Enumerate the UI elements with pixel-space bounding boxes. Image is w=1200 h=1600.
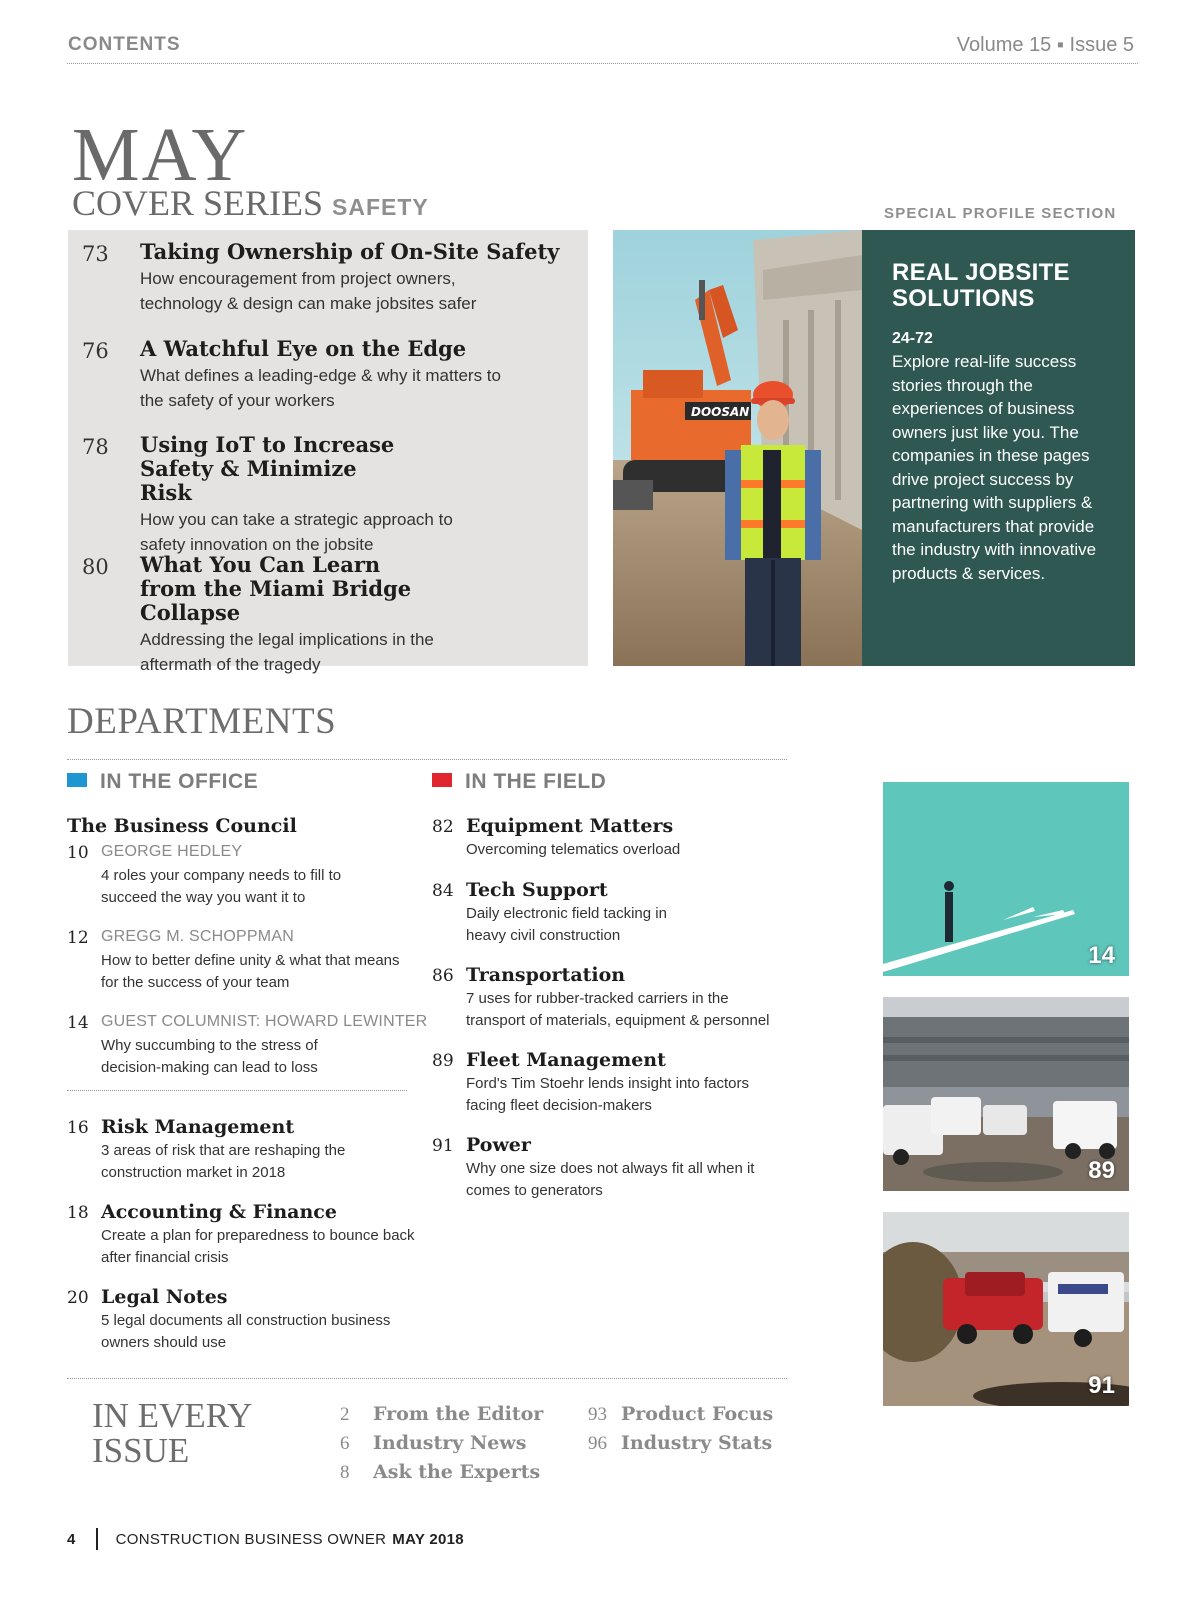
thumbnail-fleet[interactable] (883, 997, 1129, 1191)
footer-publication: CONSTRUCTION BUSINESS OWNER (115, 1531, 387, 1548)
entry-desc: Create a plan for preparedness to bounce back after financial crisis (101, 1227, 415, 1266)
cover-topic: SAFETY (332, 194, 429, 220)
item-label: Industry Stats (621, 1432, 773, 1454)
blue-square-icon (67, 773, 87, 787)
entry-title: Tech Support (466, 879, 608, 901)
entry-title: Accounting & Finance (101, 1201, 337, 1223)
entry-page: 12 (67, 928, 89, 948)
entry-title: Fleet Management (466, 1049, 666, 1071)
entry-page: 14 (67, 1013, 89, 1033)
section-label: CONTENTS (68, 34, 181, 55)
item-label: From the Editor (373, 1403, 544, 1425)
entry-author: GUEST COLUMNIST: HOWARD LEWINTER (101, 1013, 428, 1030)
cover-item-page: 76 (82, 339, 109, 363)
thumbnail-page: 91 (1088, 1372, 1115, 1399)
entry-desc: Ford's Tim Stoehr lends insight into factors facing fleet decision-makers (466, 1075, 749, 1114)
cover-item-page: 78 (82, 435, 109, 459)
item-page: 6 (340, 1433, 350, 1454)
item-page: 8 (340, 1462, 350, 1483)
excavator-brand: DOOSAN (691, 405, 750, 419)
footer-date: MAY 2018 (392, 1531, 464, 1548)
office-divider (67, 1090, 407, 1091)
entry-page: 16 (67, 1118, 89, 1138)
cover-item[interactable] (82, 337, 578, 413)
cover-item-title: A Watchful Eye on the Edge (140, 336, 467, 361)
profile-page-range: 24-72 (892, 330, 933, 347)
entry-title: Risk Management (101, 1116, 295, 1138)
entry-desc: 7 uses for rubber-tracked carriers in the transport of materials, equipment & personnel (466, 990, 770, 1029)
profile-description: Explore real-life success stories through the experiences of business owners just like you. The companies in these pages drive project success by partnering with suppliers & manufacturers that provide the industry with innovative products & services. (892, 352, 1097, 583)
cover-item[interactable] (82, 432, 453, 557)
entry-author: GREGG M. SCHOPPMAN (101, 928, 294, 945)
entry-page: 89 (432, 1051, 454, 1071)
cover-item-title: What You Can Learn from the Miami Bridge Collapse (140, 552, 412, 625)
item-page: 96 (588, 1433, 607, 1454)
cover-item-desc: Addressing the legal implications in the aftermath of the tragedy (140, 630, 434, 674)
cover-item-desc: What defines a leading-edge & why it matters to the safety of your workers (140, 366, 501, 410)
item-page: 2 (340, 1404, 350, 1425)
entry-page: 10 (67, 843, 89, 863)
in-the-field-heading: IN THE FIELD (432, 770, 606, 794)
cover-item[interactable] (82, 552, 434, 677)
thumbnail-page: 14 (1088, 942, 1115, 969)
entry-title: Equipment Matters (466, 815, 674, 837)
departments-title: DEPARTMENTS (67, 701, 337, 742)
footer-separator (96, 1528, 98, 1550)
entry-author: GEORGE HEDLEY (101, 843, 243, 860)
departments-divider (67, 759, 787, 760)
entry-desc: Why one size does not always fit all when it comes to generators (466, 1160, 755, 1199)
entry-page: 18 (67, 1203, 89, 1223)
entry-desc: Why succumbing to the stress of decision-making can lead to loss (101, 1037, 318, 1076)
every-issue-divider (67, 1378, 787, 1379)
entry-page: 82 (432, 817, 454, 837)
item-label: Industry News (373, 1432, 527, 1454)
page-footer (67, 1528, 464, 1550)
cover-series-title (72, 182, 429, 224)
special-profile-label: SPECIAL PROFILE SECTION (884, 205, 1117, 222)
cover-item-page: 80 (82, 555, 109, 579)
business-council-title: The Business Council (67, 815, 297, 837)
item-label: Ask the Experts (373, 1461, 541, 1483)
entry-desc: How to better define unity & what that means for the success of your team (101, 952, 400, 991)
profile-title: REAL JOBSITE SOLUTIONS (892, 259, 1070, 312)
cover-photo (613, 230, 862, 666)
entry-title: Power (466, 1134, 531, 1156)
month-title: MAY (72, 113, 249, 197)
entry-desc: 3 areas of risk that are reshaping the construction market in 2018 (101, 1142, 346, 1181)
cover-item[interactable] (82, 240, 578, 316)
entry-title: Transportation (466, 964, 626, 986)
special-profile-box[interactable] (862, 230, 1135, 666)
item-page: 93 (588, 1404, 607, 1425)
red-square-icon (432, 773, 452, 787)
in-the-office-heading: IN THE OFFICE (67, 770, 258, 794)
cover-item-desc: How you can take a strategic approach to safety innovation on the jobsite (140, 510, 453, 554)
entry-desc: 5 legal documents all construction business owners should use (101, 1312, 391, 1351)
cover-item-desc: How encouragement from project owners, technology & design can make jobsites safer (140, 269, 477, 313)
header-divider (67, 63, 1138, 64)
cover-item-page: 73 (82, 242, 109, 266)
volume-issue: Volume 15 ▪ Issue 5 (956, 34, 1134, 56)
entry-title: Legal Notes (101, 1286, 228, 1308)
thumbnail-page: 89 (1088, 1157, 1115, 1184)
cover-item-title: Taking Ownership of On-Site Safety (140, 239, 560, 264)
item-label: Product Focus (621, 1403, 774, 1425)
entry-desc: Overcoming telematics overload (466, 841, 681, 858)
thumbnail-power[interactable] (883, 1212, 1129, 1406)
cover-item-title: Using IoT to Increase Safety & Minimize Risk (140, 432, 395, 505)
entry-page: 91 (432, 1136, 454, 1156)
cover-series-panel (68, 230, 588, 674)
footer-page-number: 4 (67, 1531, 76, 1548)
entry-page: 84 (432, 881, 454, 901)
entry-desc: 4 roles your company needs to fill to succeed the way you want it to (101, 867, 342, 906)
entry-page: 86 (432, 966, 454, 986)
in-every-issue-label: IN EVERY ISSUE (92, 1396, 252, 1470)
entry-page: 20 (67, 1288, 89, 1308)
cover-series-label: COVER SERIES (72, 183, 324, 223)
thumbnail-decision[interactable] (883, 782, 1129, 976)
entry-desc: Daily electronic field tacking in heavy civil construction (466, 905, 667, 944)
